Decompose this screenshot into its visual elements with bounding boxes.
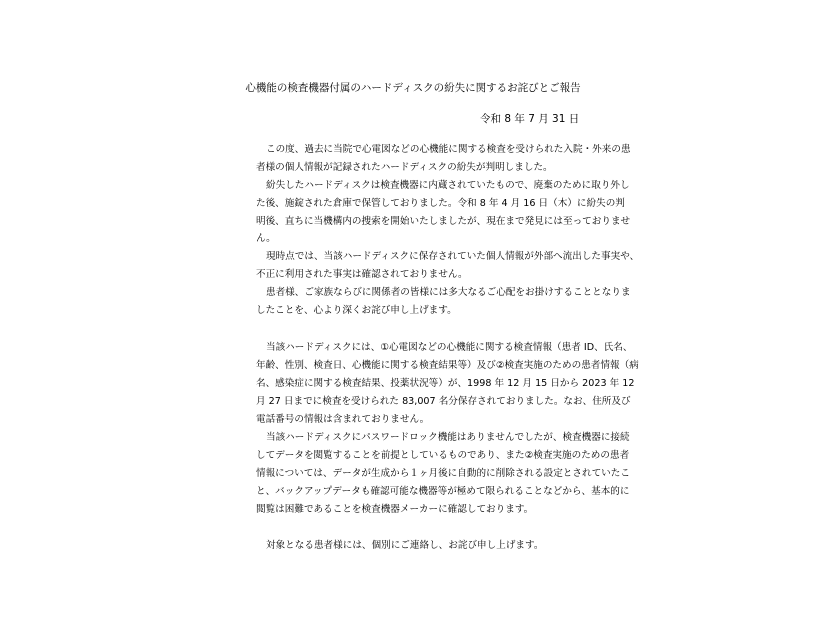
paragraph-line: したことを、心より深くお詫び申し上げます。 — [256, 305, 457, 316]
paragraph-line: 月 27 日までに検査を受けられた 83,007 名分保存されておりました。なお、住所及び — [256, 396, 631, 407]
paragraph-line: と、バックアップデータも確認可能な機器等が極めて限られることなどから、基本的に — [256, 486, 630, 497]
paragraph-line: 情報については、データが生成から１ヶ月後に自動的に削除される設定とされていたこ — [256, 468, 630, 479]
paragraph-line: 当該ハードディスクには、①心電図などの心機能に関する検査情報（患者 ID、氏名、 — [266, 342, 633, 353]
paragraph-line: 年齢、性別、検査日、心機能に関する検査結果等）及び②検査実施のための患者情報（病 — [256, 360, 639, 371]
paragraph-line: 対象となる患者様には、個別にご連絡し、お詫び申し上げます。 — [266, 540, 544, 551]
paragraph-line: 明後、直ちに当機構内の捜索を開始いたしましたが、現在まで発見には至っておりませ — [256, 216, 631, 227]
paragraph-line: 現時点では、当該ハードディスクに保存されていた個人情報が外部へ流出した事実や、 — [266, 251, 640, 262]
paragraph-line: た後、施錠された倉庫で保管しておりました。令和 8 年 4 月 16 日（木）に紛失の判 — [256, 198, 625, 209]
paragraph-line: 当該ハードディスクにパスワードロック機能はありませんでしたが、検査機器に接続 — [266, 432, 630, 443]
paragraph-line: 不正に利用された事実は確認されておりません。 — [256, 269, 468, 280]
document-date: 令和 8 年 7 月 31 日 — [480, 113, 580, 125]
paragraph-line: 電話番号の情報は含まれておりません。 — [256, 414, 430, 425]
document-title: 心機能の検査機器付属のハードディスクの紛失に関するお詫びとご報告 — [245, 82, 581, 94]
paragraph-line: 閲覧は困難であることを検査機器メーカーに確認しております。 — [256, 504, 534, 515]
paragraph-line: 紛失したハードディスクは検査機器に内蔵されていたもので、廃棄のために取り外し — [266, 180, 630, 191]
paragraph-line: 者様の個人情報が記録されたハードディスクの紛失が判明しました。 — [256, 162, 553, 173]
paragraph-line: ん。 — [256, 233, 276, 244]
paragraph-line: してデータを閲覧することを前提としているものであり、また②検査実施のための患者 — [256, 450, 630, 461]
paragraph-line: 患者様、ご家族ならびに関係者の皆様には多大なるご心配をお掛けすることとなりま — [266, 287, 631, 298]
paragraph-line: この度、過去に当院で心電図などの心機能に関する検査を受けられた入院・外来の患 — [266, 144, 631, 155]
paragraph-line: 名、感染症に関する検査結果、投薬状況等）が、1998 年 12 月 15 日から 2023 年 12 — [256, 378, 635, 389]
